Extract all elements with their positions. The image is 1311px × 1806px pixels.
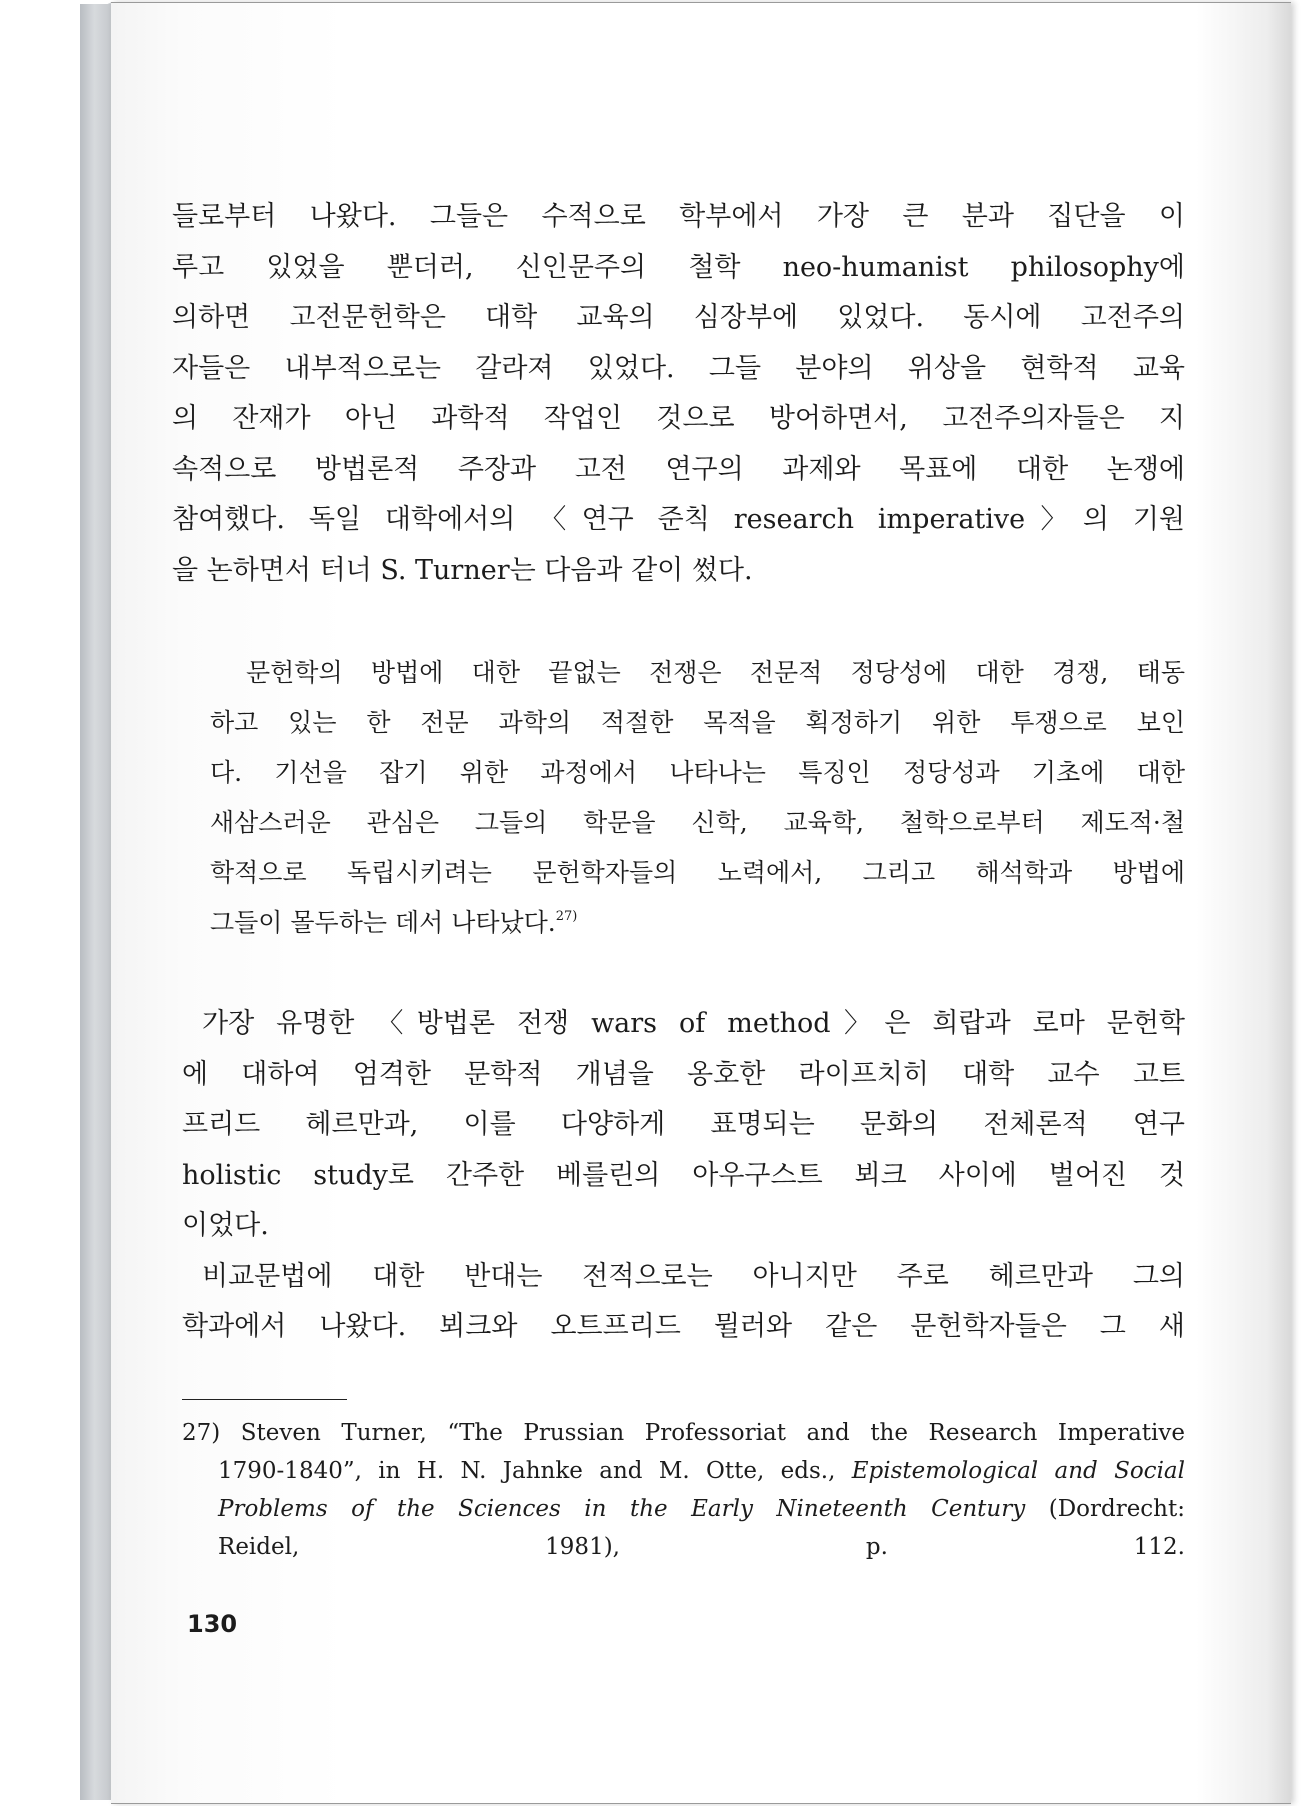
footnote-line [182, 1490, 1185, 1528]
text-line: holistic study로 간주한 베를린의 아우구스트 뵈크 사이에 벌어진 것 [182, 1159, 1185, 1191]
footnote-line: 27) Steven Turner, “The Prussian Professoriat and the Research Imperative [182, 1420, 1185, 1446]
quote-line-last [210, 898, 1185, 948]
paragraph-1 [172, 192, 1185, 596]
text-line: 비교문법에 대한 반대는 전적으로는 아니지만 주로 헤르만과 그의 [202, 1260, 1185, 1292]
text-line: 참여했다. 독일 대학에서의 〈연구 준칙 research imperative〉의 기원 [172, 504, 1185, 535]
text-line: 프리드 헤르만과, 이를 다양하게 표명되는 문화의 전체론적 연구 [182, 1109, 1185, 1140]
text-line: 을 논하면서 터너 S. Turner는 다음과 같이 썼다. [172, 554, 753, 586]
text-line: 에 대하여 엄격한 문학적 개념을 옹호한 라이프치히 대학 교수 고트 [182, 1058, 1185, 1090]
quote-line: 다. 기선을 잡기 위한 과정에서 나타나는 특징인 정당성과 기초에 대한 [210, 758, 1185, 787]
text-line: 학과에서 나왔다. 뵈크와 오트프리드 뮐러와 같은 문헌학자들은 그 새 [182, 1311, 1185, 1342]
footnote-line: Reidel, 1981), p. 112. [218, 1534, 1185, 1560]
quote-line: 학적으로 독립시키려는 문헌학자들의 노력에서, 그리고 해석학과 방법에 [210, 858, 1185, 887]
paragraph-2 [182, 999, 1185, 1353]
footnote-text: 1790-1840”, in H. N. Jahnke and M. Otte, eds., [218, 1458, 852, 1484]
footnote-reference: 27) [555, 909, 578, 924]
quote-text: 그들이 몰두하는 데서 나타났다. [210, 908, 556, 937]
text-line: 루고 있었을 뿐더러, 신인문주의 철학 neo-humanist philosophy에 [172, 251, 1185, 283]
page-number: 130 [187, 1610, 238, 1638]
quote-line: 문헌학의 방법에 대한 끝없는 전쟁은 전문적 정당성에 대한 경쟁, 태동 [246, 658, 1185, 687]
text-line: 가장 유명한 〈방법론 전쟁 wars of method〉은 희랍과 로마 문헌학 [202, 1008, 1185, 1039]
footnote-divider [182, 1399, 347, 1400]
text-line: 자들은 내부적으로는 갈라져 있었다. 그들 분야의 위상을 현학적 교육 [172, 352, 1185, 384]
text-line: 의하면 고전문헌학은 대학 교육의 심장부에 있었다. 동시에 고전주의 [172, 302, 1185, 333]
text-line: 속적으로 방법론적 주장과 고전 연구의 과제와 목표에 대한 논쟁에 [172, 453, 1185, 485]
quote-line: 하고 있는 한 전문 과학의 적절한 목적을 획정하기 위한 투쟁으로 보인 [210, 708, 1185, 737]
footnote-title-italic: Epistemological and Social [851, 1458, 1185, 1484]
text-line: 의 잔재가 아닌 과학적 작업인 것으로 방어하면서, 고전주의자들은 지 [172, 403, 1185, 434]
footnote-text: (Dordrecht: [1025, 1496, 1185, 1522]
block-quote [210, 648, 1185, 948]
footnote [182, 1414, 1185, 1566]
quote-line: 새삼스러운 관심은 그들의 학문을 신학, 교육학, 철학으로부터 제도적·철 [210, 808, 1185, 837]
text-line: 이었다. [182, 1210, 269, 1241]
text-line: 들로부터 나왔다. 그들은 수적으로 학부에서 가장 큰 분과 집단을 이 [172, 201, 1185, 232]
footnote-line [182, 1452, 1185, 1490]
book-spine [80, 4, 113, 1800]
footnote-title-italic: Problems of the Sciences in the Early Nineteenth Century [218, 1496, 1026, 1522]
